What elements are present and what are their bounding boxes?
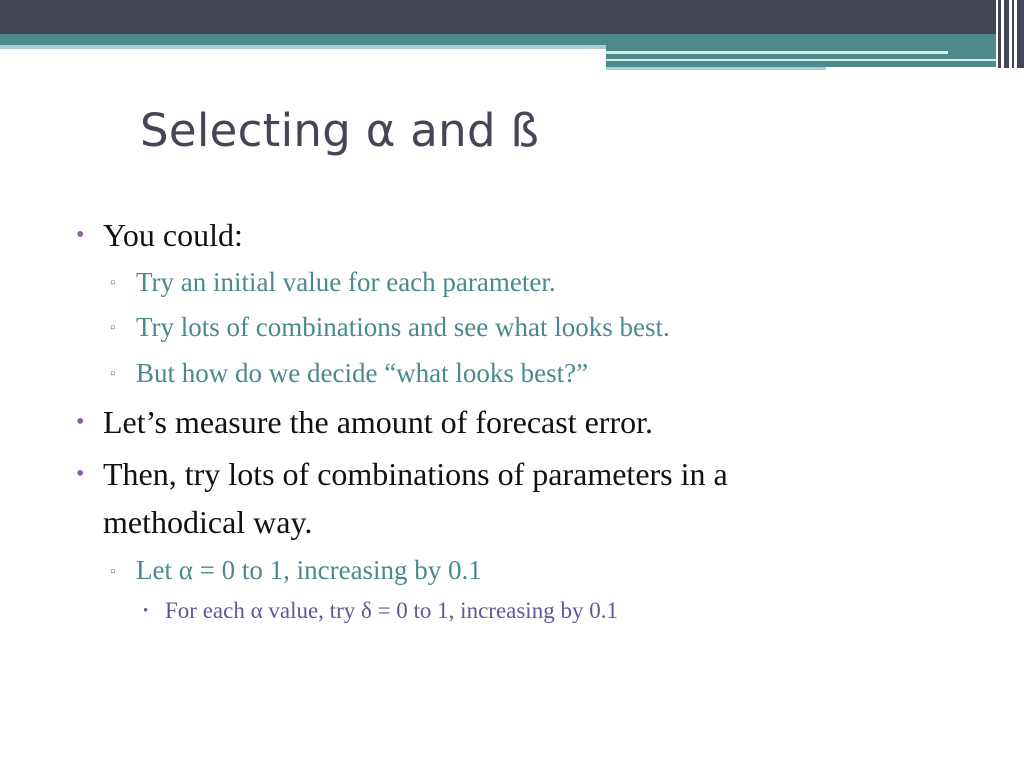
bullet-methodical-line2: methodical way. bbox=[103, 504, 313, 540]
header-corner-stripes bbox=[996, 0, 1024, 68]
header-step-line bbox=[606, 67, 826, 70]
header-light-line bbox=[0, 45, 606, 49]
bullet-you-could: You could: bbox=[103, 217, 243, 253]
header-step-line bbox=[606, 51, 948, 54]
header-teal-band bbox=[0, 34, 1024, 45]
sub-bullet-marker: ▫ bbox=[110, 564, 116, 580]
sub-bullet-marker: ▫ bbox=[110, 320, 116, 336]
slide-title: Selecting α and ß bbox=[140, 104, 540, 157]
bullet-marker: • bbox=[76, 222, 85, 248]
sub-sub-bullet-delta-range: For each α value, try δ = 0 to 1, increasing by 0.1 bbox=[165, 598, 618, 623]
bullet-methodical-line1: Then, try lots of combinations of parameters in a bbox=[103, 456, 728, 492]
header-teal-step bbox=[606, 45, 996, 67]
bullet-measure-error: Let’s measure the amount of forecast error. bbox=[103, 404, 653, 440]
sub-sub-bullet-marker: • bbox=[143, 603, 149, 619]
sub-bullet-combinations: Try lots of combinations and see what looks best. bbox=[136, 312, 670, 342]
sub-bullet-marker: ▫ bbox=[110, 366, 116, 382]
sub-bullet-initial-value: Try an initial value for each parameter. bbox=[136, 267, 556, 297]
header-dark-band bbox=[0, 0, 1024, 34]
header-step-line bbox=[606, 59, 996, 61]
bullet-marker: • bbox=[76, 409, 85, 435]
sub-bullet-alpha-range: Let α = 0 to 1, increasing by 0.1 bbox=[136, 555, 482, 585]
sub-bullet-what-looks-best: But how do we decide “what looks best?” bbox=[136, 358, 589, 388]
sub-bullet-marker: ▫ bbox=[110, 275, 116, 291]
bullet-marker: • bbox=[76, 461, 85, 487]
